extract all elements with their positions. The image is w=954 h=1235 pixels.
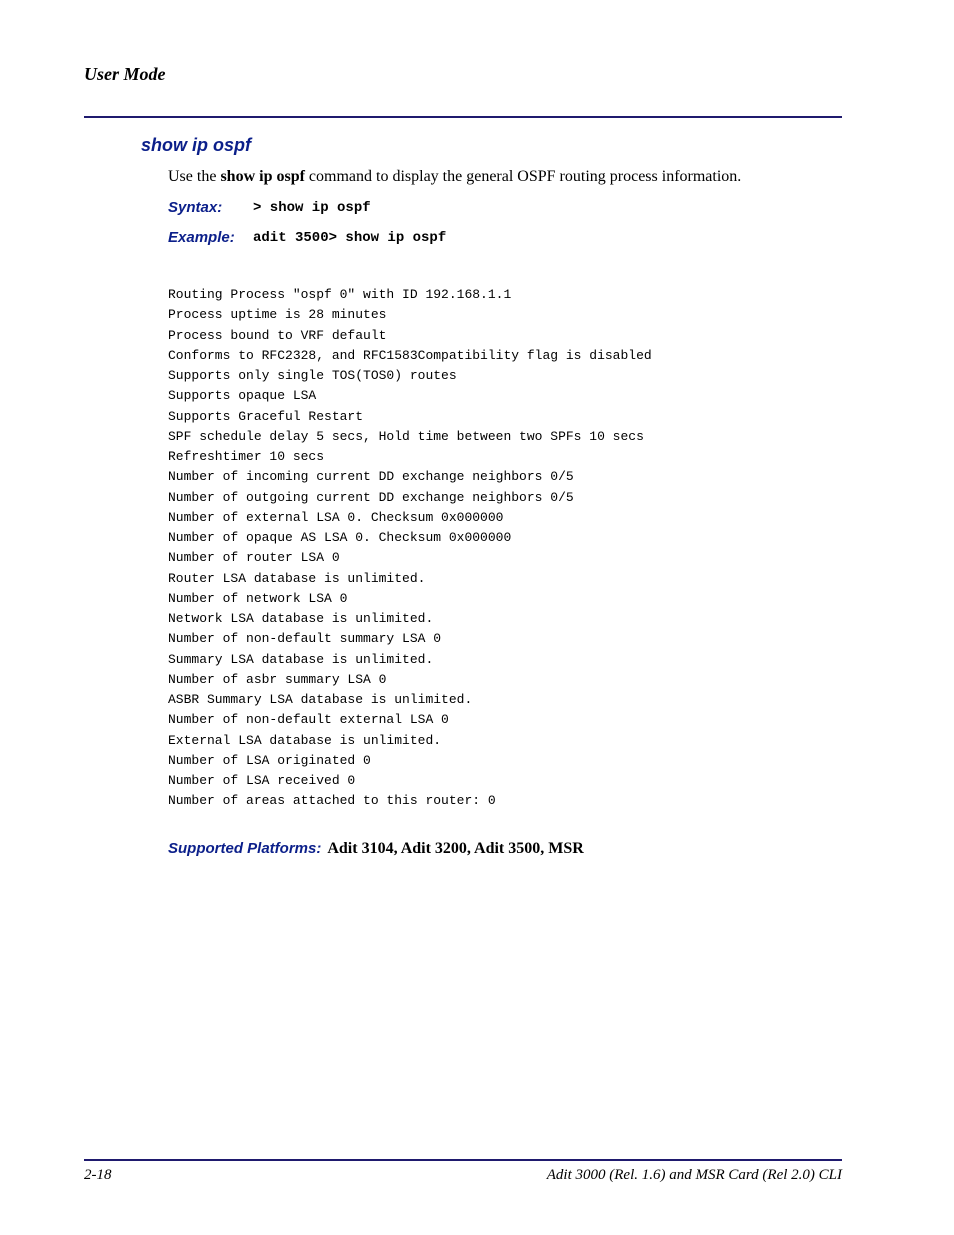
output-line: External LSA database is unlimited.: [168, 732, 442, 748]
platforms-value: Adit 3104, Adit 3200, Adit 3500, MSR: [327, 840, 584, 857]
intro-suffix: command to display the general OSPF routing process information.: [304, 168, 742, 185]
output-line: Refreshtimer 10 secs: [168, 449, 325, 464]
output-line: Number of asbr summary LSA 0: [168, 671, 387, 687]
section-title: show ip ospf: [141, 135, 251, 155]
output-line: Supports opaque LSA: [168, 388, 317, 404]
output-line: Number of network LSA 0: [168, 590, 348, 606]
platforms-label: Supported Platforms:: [168, 840, 322, 857]
syntax-value: > show ip ospf: [253, 200, 371, 216]
output-line: Number of outgoing current DD exchange neighbors 0/5: [168, 489, 574, 505]
footer-rule: [84, 1159, 842, 1161]
output-line: Conforms to RFC2328, and RFC1583Compatibility flag is disabled: [168, 347, 652, 363]
output-line: Router LSA database is unlimited.: [168, 570, 426, 586]
output-line: Process uptime is 28 minutes: [168, 307, 387, 323]
header-rule: [84, 116, 842, 118]
syntax-row: [168, 199, 371, 217]
output-line: Number of opaque AS LSA 0. Checksum 0x000000: [168, 530, 512, 545]
output-line: Summary LSA database is unlimited.: [168, 651, 434, 667]
intro-prefix: Use the: [168, 168, 221, 185]
output-line: Supports only single TOS(TOS0) routes: [168, 368, 457, 383]
document-title: Adit 3000 (Rel. 1.6) and MSR Card (Rel 2.0) CLI: [546, 1167, 842, 1183]
running-header-title: User Mode: [84, 64, 166, 84]
output-line: Supports Graceful Restart: [168, 408, 364, 424]
example-value: adit 3500> show ip ospf: [253, 230, 447, 246]
output-line: Number of LSA originated 0: [168, 752, 371, 768]
output-line: Process bound to VRF default: [168, 327, 387, 343]
output-line: Number of incoming current DD exchange neighbors 0/5: [168, 469, 574, 485]
output-line: Number of non-default external LSA 0: [168, 712, 449, 728]
supported-platforms-row: [168, 840, 584, 858]
output-line: Number of router LSA 0: [168, 550, 340, 566]
output-line: Number of non-default summary LSA 0: [168, 631, 442, 647]
page-number: 2-18: [84, 1167, 112, 1183]
syntax-label: Syntax:: [168, 199, 223, 216]
output-line: Routing Process "ospf 0" with ID 192.168.1.1: [168, 287, 512, 302]
output-line: Number of LSA received 0: [168, 773, 356, 788]
output-line: Number of external LSA 0. Checksum 0x000000: [168, 509, 504, 525]
output-line: Network LSA database is unlimited.: [168, 611, 434, 626]
intro-command: show ip ospf: [220, 168, 305, 185]
example-label: Example:: [168, 229, 235, 246]
output-line: Number of areas attached to this router: 0: [168, 793, 496, 809]
output-line: ASBR Summary LSA database is unlimited.: [168, 692, 473, 707]
example-row: [168, 229, 447, 247]
command-output: [168, 285, 652, 812]
intro-paragraph: [168, 168, 741, 186]
output-line: SPF schedule delay 5 secs, Hold time between two SPFs 10 secs: [168, 428, 644, 444]
